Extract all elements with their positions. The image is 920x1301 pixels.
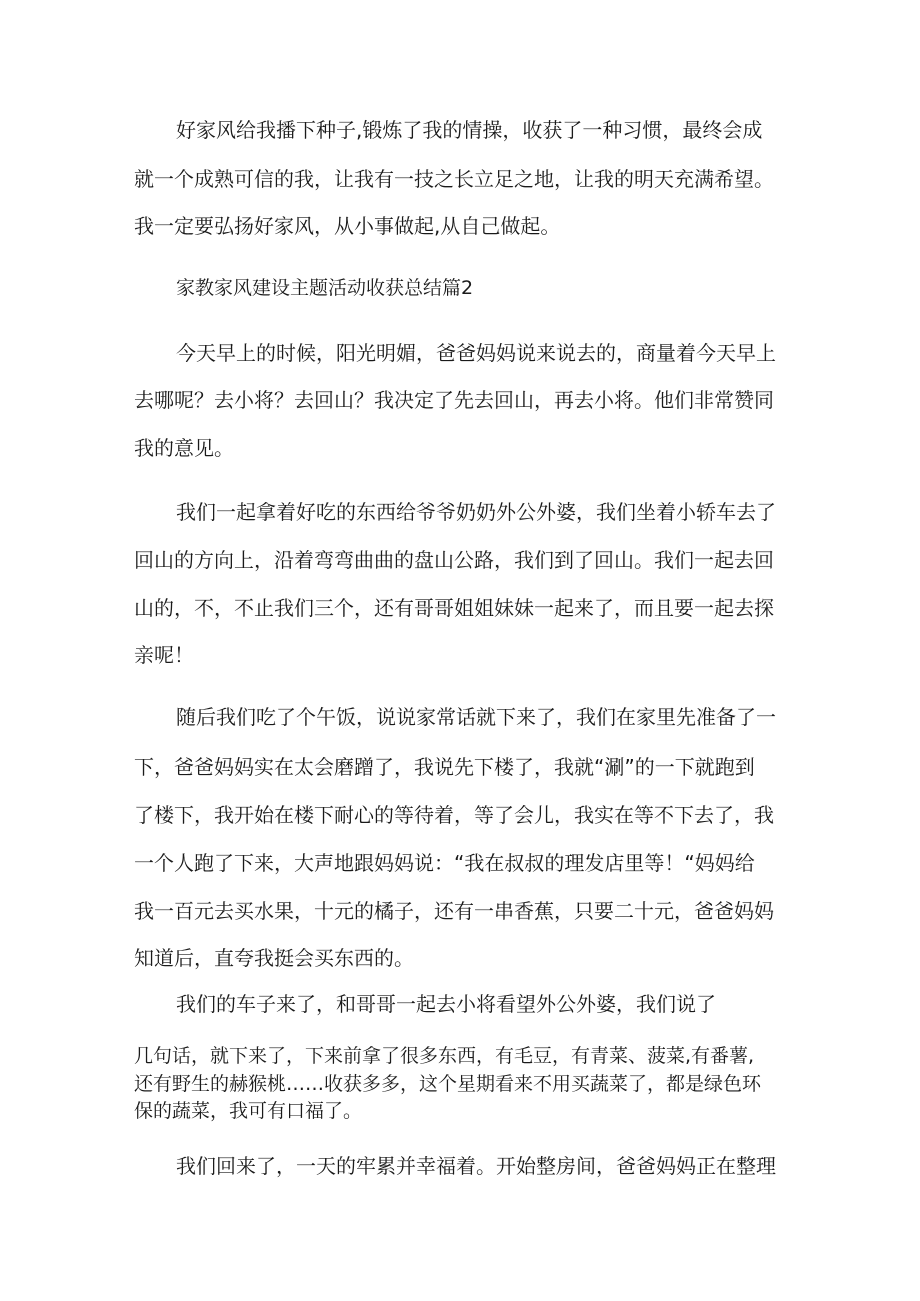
- paragraph-4-line-5: 我一百元去买水果，十元的橘子，还有一串香蕉，只要二十元，爸爸妈妈: [134, 899, 774, 923]
- paragraph-2-line-2: 去哪呢？去小将？去回山？我决定了先去回山，再去小将。他们非常赞同: [134, 388, 774, 412]
- paragraph-1-line-1: 好家风给我播下种子,锻炼了我的情操，收获了一种习惯，最终会成: [176, 118, 763, 142]
- paragraph-6-line-2: 还有野生的赫猴桃……收获多多，这个星期看来不用买蔬菜了，都是绿色环: [134, 1073, 762, 1095]
- paragraph-4-line-1: 随后我们吃了个午饭，说说家常话就下来了，我们在家里先准备了一: [176, 705, 776, 729]
- paragraph-6-line-3: 保的蔬菜，我可有口福了。: [134, 1100, 363, 1122]
- paragraph-1-line-2: 就一个成熟可信的我，让我有一技之长立足之地，让我的明天充满希望。: [134, 167, 774, 191]
- paragraph-7-line-1: 我们回来了，一天的牢累并幸福着。开始整房间，爸爸妈妈正在整理: [176, 1154, 776, 1178]
- paragraph-2-line-3: 我的意见。: [134, 436, 234, 460]
- paragraph-1-line-3: 我一定要弘扬好家风，从小事做起,从自己做起。: [134, 214, 561, 238]
- paragraph-3-line-3: 山的，不，不止我们三个，还有哥哥姐姐妹妹一起来了，而且要一起去探: [134, 596, 774, 620]
- paragraph-3-line-2: 回山的方向上，沿着弯弯曲曲的盘山公路，我们到了回山。我们一起去回: [134, 548, 774, 572]
- paragraph-4-line-6: 知道后，直夸我挺会买东西的。: [134, 946, 414, 970]
- paragraph-4-line-3: 了楼下，我开始在楼下耐心的等待着，等了会儿，我实在等不下去了，我: [134, 803, 774, 827]
- paragraph-4-line-2: 下，爸爸妈妈实在太会磨蹭了，我说先下楼了，我就“涮”的一下就跑到: [134, 755, 755, 779]
- paragraph-3-line-4: 亲呢！: [134, 643, 194, 667]
- paragraph-6-line-1: 几句话，就下来了，下来前拿了很多东西，有毛豆，有青菜、菠菜,有番薯,: [134, 1045, 755, 1067]
- paragraph-5-line-1: 我们的车子来了，和哥哥一起去小将看望外公外婆，我们说了: [176, 992, 716, 1016]
- paragraph-4-line-4: 一个人跑了下来，大声地跟妈妈说：“我在叔叔的理发店里等！“妈妈给: [134, 851, 755, 875]
- section-heading: 家教家风建设主题活动收获总结篇2: [176, 277, 474, 299]
- paragraph-3-line-1: 我们一起拿着好吃的东西给爷爷奶奶外公外婆，我们坐着小轿车去了: [176, 500, 776, 524]
- paragraph-2-line-1: 今天早上的时候，阳光明媚，爸爸妈妈说来说去的，商量着今天早上: [176, 341, 776, 365]
